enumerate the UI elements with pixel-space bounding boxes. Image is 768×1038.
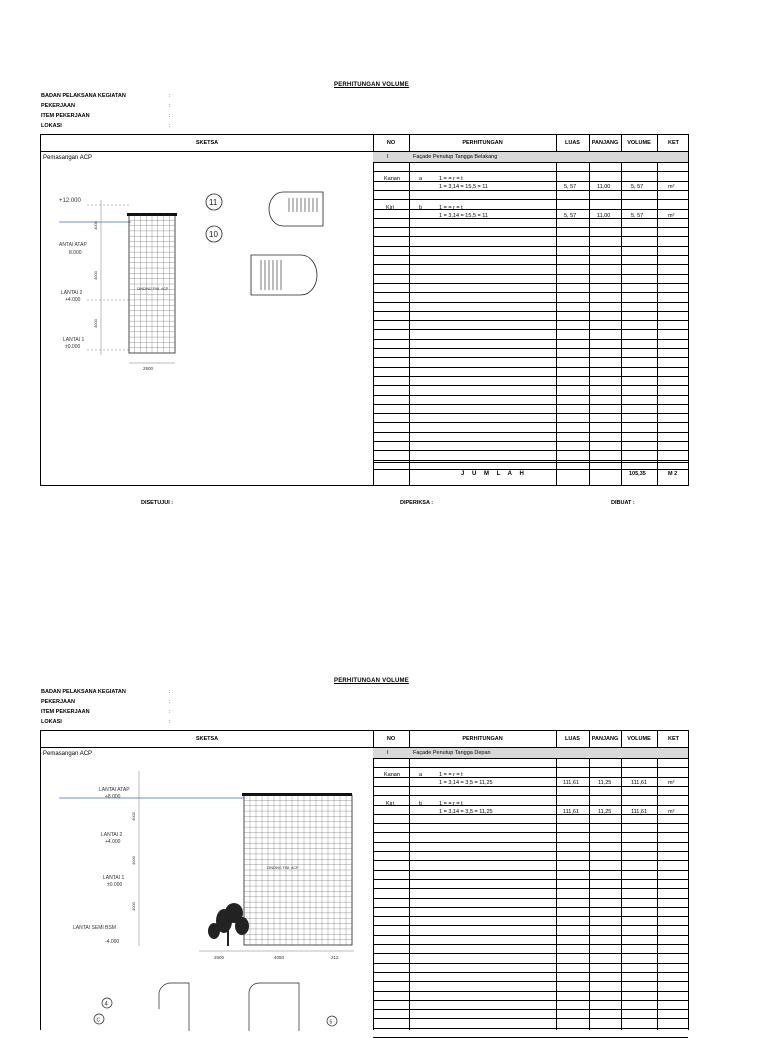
- grid-row-line: [373, 944, 688, 945]
- header-label-work: PEKERJAAN: [41, 103, 75, 109]
- facade-cap: [242, 793, 352, 796]
- header-colon: :: [169, 123, 171, 129]
- entry-calc: 1 = 3,14 = 3,5 = 11,25: [439, 809, 493, 815]
- grid-row-line: [373, 860, 688, 861]
- dim-label: 2500: [214, 955, 225, 960]
- entry-letter: a: [419, 176, 423, 182]
- elev-label: ±0.000: [65, 344, 81, 350]
- col-luas: LUAS: [565, 736, 580, 742]
- header-label-location: LOKASI: [41, 719, 62, 725]
- entry-panjang: 11,25: [598, 809, 612, 815]
- grid-row-line: [373, 832, 688, 833]
- grid-row-line: [373, 348, 688, 349]
- grid-row-line: [373, 795, 688, 796]
- elevation-drawing: [49, 761, 354, 1031]
- grid-row-line: [373, 851, 688, 852]
- grid-row-line: [373, 413, 688, 414]
- panel-text: DINDING FINI. ACP: [137, 287, 169, 291]
- grid-row-line: [373, 981, 688, 982]
- grid-row-line: [373, 199, 688, 200]
- grid-row-line: [373, 972, 688, 973]
- entry-formula: 1 = = r = t: [439, 176, 463, 182]
- entry-side: Kanan: [384, 176, 400, 182]
- sheet-title: PERHITUNGAN VOLUME: [334, 678, 409, 684]
- dim-label: 4000: [93, 271, 98, 280]
- section-title: Façade Penutup Tangga Depan: [413, 750, 491, 756]
- dim-label: 4050: [274, 955, 285, 960]
- total-divider: [373, 462, 688, 463]
- elev-label: LANTAI ATAP: [99, 787, 130, 793]
- grid-row-line: [373, 302, 688, 303]
- grid-row-line: [373, 879, 688, 880]
- grid-row-line: [373, 236, 688, 237]
- entry-volume: 5, 57: [631, 213, 644, 219]
- entry-letter: a: [419, 772, 423, 778]
- grid-row-line: [373, 1028, 688, 1029]
- grid-row-line: [373, 227, 688, 228]
- header-colon: :: [169, 103, 171, 109]
- calc-table: [40, 730, 689, 1030]
- sig-checked: DIPERIKSA :: [400, 500, 434, 506]
- entry-ket: m²: [668, 780, 675, 786]
- elev-label: LANTAI 2: [61, 290, 83, 296]
- grid-mark: 4: [104, 1001, 108, 1008]
- grid-row-line: [373, 1018, 688, 1019]
- col-panjang: PANJANG: [591, 140, 619, 146]
- entry-side: Kiri: [386, 205, 394, 211]
- entry-calc: 1 = 3,14 = 15,5 = 11: [439, 184, 488, 190]
- entry-luas: 5, 57: [564, 184, 577, 190]
- entry-calc: 1 = 3,14 = 15,5 = 11: [439, 213, 488, 219]
- entry-ket: m²: [668, 184, 675, 190]
- grid-mark: C: [96, 1017, 101, 1024]
- elev-label: +8.000: [105, 794, 121, 800]
- col-ket: KET: [668, 140, 679, 146]
- elev-label: LANTAI 2: [101, 832, 123, 838]
- col-panjang: PANJANG: [591, 736, 619, 742]
- sig-made: DIBUAT :: [611, 500, 635, 506]
- dim-label: 4000: [131, 812, 136, 821]
- col-ket: KET: [668, 736, 679, 742]
- entry-panjang: 11,00: [597, 184, 611, 190]
- total-unit: M 2: [668, 471, 678, 477]
- dim-label: 212: [331, 955, 339, 960]
- grid-row-line: [373, 376, 688, 377]
- col-no: NO: [386, 736, 396, 742]
- elevation-labels: [59, 198, 87, 350]
- col-volume: VOLUME: [627, 736, 651, 742]
- grid-row-line: [373, 888, 688, 889]
- header-label-location: LOKASI: [41, 123, 62, 129]
- col-perhitungan: PERHITUNGAN: [462, 140, 503, 146]
- grid-mark: 10: [209, 230, 218, 239]
- section-no: I: [387, 750, 389, 756]
- entry-ket: m²: [668, 213, 675, 219]
- entry-volume: 111,61: [631, 780, 648, 786]
- grid-row-line: [373, 339, 688, 340]
- grid-row-line: [373, 441, 688, 442]
- col-luas: LUAS: [565, 140, 580, 146]
- header-colon: :: [169, 709, 171, 715]
- elev-label: +4.000: [105, 839, 121, 845]
- dim-label: 2500: [143, 366, 154, 371]
- header-label-item: ITEM PEKERJAAN: [41, 113, 90, 119]
- grid-row-line: [373, 823, 688, 824]
- elev-label: LANTAI SEMI BSM: [73, 925, 116, 931]
- stair-plan-upper: [269, 192, 323, 226]
- elev-label: +4.000: [65, 297, 81, 303]
- grid-row-line: [373, 898, 688, 899]
- entry-luas: 5, 57: [564, 213, 577, 219]
- grid-row-line: [373, 1009, 688, 1010]
- grid-row-line: [373, 432, 688, 433]
- header-label-item: ITEM PEKERJAAN: [41, 709, 90, 715]
- header-colon: :: [169, 113, 171, 119]
- grid-row-line: [373, 1000, 688, 1001]
- entry-calc: 1 = 3,14 = 3,5 = 11,25: [439, 780, 493, 786]
- dim-label: 4000: [131, 902, 136, 911]
- entry-formula: 1 = = r = t: [439, 772, 463, 778]
- sheet-title: PERHITUNGAN VOLUME: [334, 82, 409, 88]
- elev-label: ANTAI ATAP: [59, 242, 87, 248]
- grid-row-line: [373, 357, 688, 358]
- grid-row-line: [373, 916, 688, 917]
- elev-label: +12.000: [59, 198, 81, 204]
- entry-letter: b: [419, 205, 423, 211]
- stair-treads: [289, 198, 317, 212]
- header-label-agency: BADAN PELAKSANA KEGIATAN: [41, 689, 126, 695]
- elevation-labels: [73, 787, 130, 945]
- grid-row-line: [373, 469, 688, 470]
- grid-row-line: [373, 329, 688, 330]
- entry-letter: b: [419, 801, 423, 807]
- entry-side: Kiri: [386, 801, 394, 807]
- grid-row-line: [373, 162, 688, 163]
- col-no: NO: [386, 140, 396, 146]
- dim-label: 4000: [93, 319, 98, 328]
- elevation-drawing: [51, 180, 351, 380]
- header-label-agency: BADAN PELAKSANA KEGIATAN: [41, 93, 126, 99]
- grid-row-line: [373, 320, 688, 321]
- stair-treads: [261, 260, 281, 290]
- total-label: J U M L A H: [461, 471, 527, 477]
- calc-table: [40, 134, 689, 486]
- entry-volume: 111,61: [631, 809, 648, 815]
- panel-grid: [129, 215, 175, 353]
- grid-row-line: [373, 767, 688, 768]
- section-title: Façade Penutup Tangga Belakang: [413, 154, 498, 160]
- grid-row-line: [373, 395, 688, 396]
- grid-row-line: [373, 953, 688, 954]
- col-perhitungan: PERHITUNGAN: [462, 736, 503, 742]
- grid-row-line: [373, 991, 688, 992]
- sketch-label: Pemasangan ACP: [43, 155, 93, 161]
- panel-text: DINDING FINI. ACP: [267, 866, 299, 870]
- elev-label: 8.000: [69, 250, 82, 256]
- header-colon: :: [169, 719, 171, 725]
- grid-row-line: [373, 450, 688, 451]
- grid-row-line: [373, 925, 688, 926]
- grid-mark: 11: [209, 198, 218, 207]
- header-colon: :: [169, 93, 171, 99]
- grid-row-line: [373, 842, 688, 843]
- entry-side: Kanan: [384, 772, 400, 778]
- grid-row-line: [373, 274, 688, 275]
- panel-grid: [244, 795, 352, 945]
- header-colon: :: [169, 689, 171, 695]
- sig-approved: DISETUJUI :: [141, 500, 174, 506]
- grid-row-line: [373, 963, 688, 964]
- grid-row-line: [373, 255, 688, 256]
- entry-luas: 111,61: [563, 809, 580, 815]
- grid-mark: 5: [329, 1019, 333, 1026]
- grid-row-line: [373, 404, 688, 405]
- grid-row-line: [373, 935, 688, 936]
- grid-row-line: [373, 907, 688, 908]
- grid-row-line: [373, 283, 688, 284]
- header-label-work: PEKERJAAN: [41, 699, 75, 705]
- entry-volume: 5, 57: [631, 184, 644, 190]
- entry-formula: 1 = = r = t: [439, 801, 463, 807]
- entry-formula: 1 = = r = t: [439, 205, 463, 211]
- col-volume: VOLUME: [627, 140, 651, 146]
- grid-row-line: [373, 311, 688, 312]
- grid-row-line: [373, 246, 688, 247]
- grid-row-line: [373, 264, 688, 265]
- elev-label: ±0.000: [107, 882, 123, 888]
- header-colon: :: [169, 699, 171, 705]
- tree-illustration: [208, 903, 249, 946]
- dim-label: 4000: [131, 856, 136, 865]
- total-value: 105,35: [629, 471, 646, 477]
- elev-label: -4.000: [105, 939, 120, 945]
- col-sketsa: SKETSA: [195, 736, 219, 742]
- sketch-label: Pemasangan ACP: [43, 751, 93, 757]
- grid-row-line: [373, 190, 688, 191]
- elev-label: LANTAI 1: [103, 875, 125, 881]
- entry-luas: 111,61: [563, 780, 580, 786]
- grid-row-line: [373, 870, 688, 871]
- entry-ket: m²: [668, 809, 675, 815]
- elev-label: LANTAI 1: [63, 337, 85, 343]
- grid-row-line: [373, 385, 688, 386]
- grid-row-line: [373, 422, 688, 423]
- grid-row-line: [373, 460, 688, 461]
- grid-row-line: [373, 758, 688, 759]
- dim-label: 4000: [93, 221, 98, 230]
- entry-panjang: 11,00: [597, 213, 611, 219]
- grid-row-line: [373, 786, 688, 787]
- entry-panjang: 11,25: [598, 780, 612, 786]
- grid-row-line: [373, 292, 688, 293]
- section-no: I: [387, 154, 389, 160]
- col-sketsa: SKETSA: [195, 140, 219, 146]
- grid-row-line: [373, 367, 688, 368]
- grid-row-line: [373, 171, 688, 172]
